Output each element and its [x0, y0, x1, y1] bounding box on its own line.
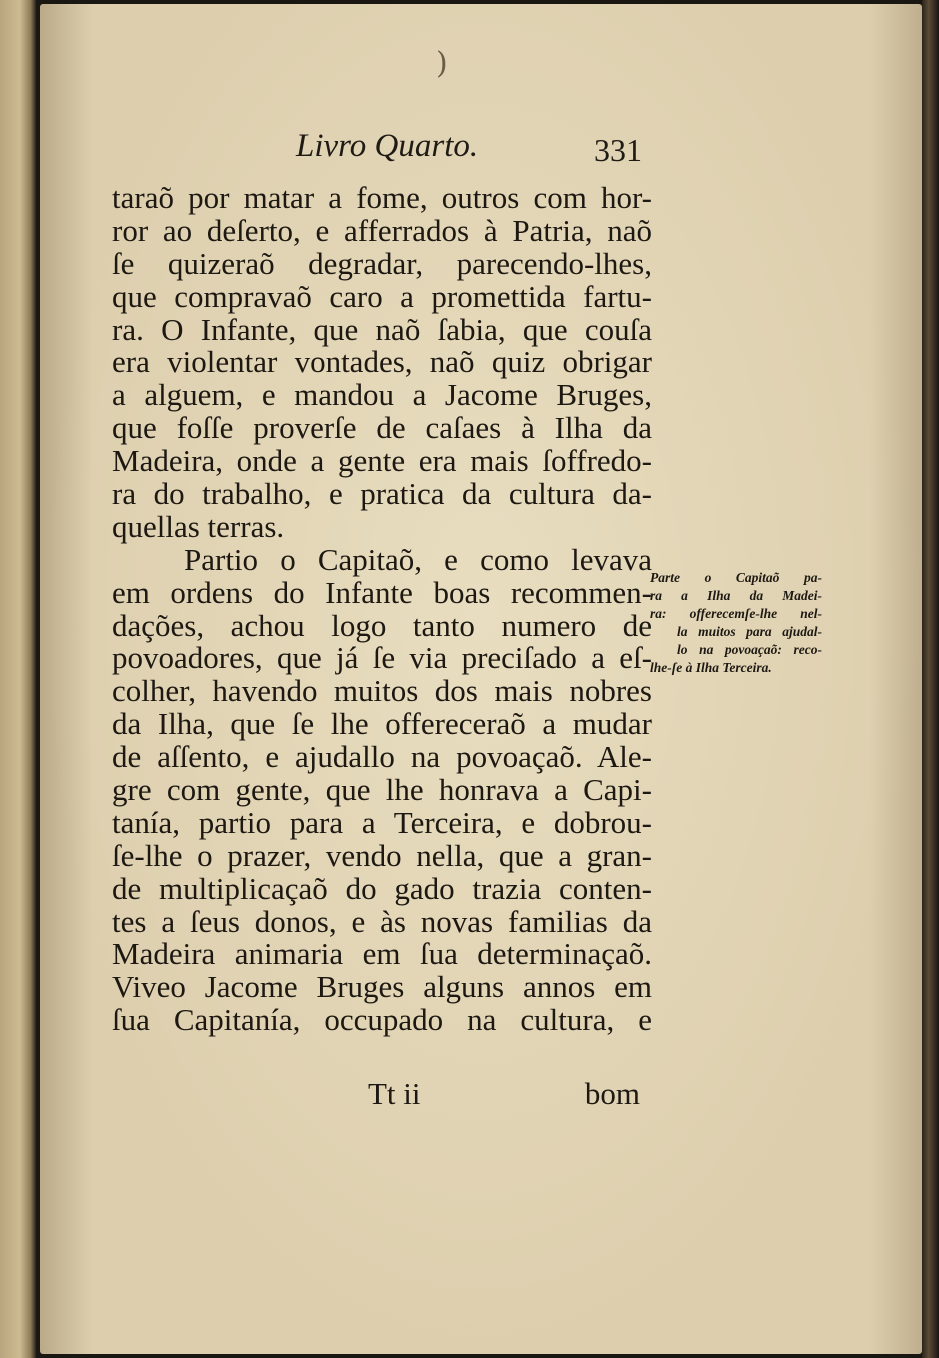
marginal-note-line: ra a Ilha da Madei-	[650, 588, 822, 603]
text-line: taraõ por matar a fome, outros com hor-	[112, 180, 652, 215]
text-line: ror ao deſerto, e afferrados à Patria, naõ	[112, 212, 652, 248]
marginal-note-line: lhe-ſe à Ilha Terceira.	[650, 660, 772, 675]
text-line: ſe quizeraõ degradar, parecendo-lhes,	[112, 245, 652, 281]
text-line: colher, havendo muitos dos mais nobres	[112, 673, 652, 709]
page-edge-shadow	[922, 0, 939, 1358]
signature-mark: Tt ii	[368, 1076, 421, 1111]
marginal-note-line: la muitos para ajudal-	[677, 624, 822, 639]
body-text	[112, 182, 652, 1037]
page-header	[0, 128, 939, 178]
page-footer	[112, 1076, 640, 1112]
paragraph-end-line: quellas terras.	[112, 508, 285, 544]
text-line: tes a ſeus donos, e às novas familias da	[112, 903, 652, 939]
text-line: de aſſento, e ajudallo na povoaçaõ. Ale-	[112, 739, 652, 775]
running-title: Livro Quarto.	[296, 128, 479, 164]
text-line: ra do trabalho, e pratica da cultura da-	[112, 476, 652, 512]
text-line: povoadores, que já ſe via preciſado a eſ-	[112, 640, 652, 676]
paragraph-start-line: Partio o Capitaõ, e como levava	[184, 541, 652, 577]
catchword: bom	[584, 1076, 640, 1111]
marginal-note	[650, 569, 822, 677]
text-line: de multiplicaçaõ do gado trazia conten-	[112, 870, 652, 906]
text-line: a alguem, e mandou a Jacome Bruges,	[112, 377, 652, 413]
text-line: ſe-lhe o prazer, vendo nella, que a gran-	[112, 837, 652, 873]
marginal-note-line: Parte o Capitaõ pa-	[650, 570, 822, 585]
text-line: em ordens do Infante boas recommen-	[112, 574, 652, 610]
text-line: gre com gente, que lhe honrava a Capi-	[112, 772, 652, 808]
facing-page-edge	[0, 0, 36, 1358]
text-line: era violentar vontades, naõ quiz obrigar	[112, 344, 652, 380]
text-line: ſua Capitanía, occupado na cultura, e	[112, 1002, 652, 1038]
text-line: Madeira animaria em ſua determinaçaõ.	[112, 936, 652, 972]
text-line: da Ilha, que ſe lhe offereceraõ a mudar	[112, 706, 652, 742]
text-line: tanía, partio para a Terceira, e dobrou-	[112, 804, 652, 840]
page-number: 331	[594, 132, 642, 168]
marginal-note-line: lo na povoaçaõ: reco-	[677, 642, 822, 657]
text-line: Viveo Jacome Bruges alguns annos em	[112, 969, 652, 1005]
text-line: Madeira, onde a gente era mais ſoffredo-	[112, 443, 652, 479]
text-line: dações, achou logo tanto numero de	[112, 607, 652, 643]
margin-mark: )	[436, 46, 448, 81]
text-line: que foſſe proverſe de caſaes à Ilha da	[112, 410, 652, 446]
text-line: ra. O Infante, que naõ ſabia, que couſa	[112, 311, 652, 347]
marginal-note-line: ra: offerecemſe-lhe nel-	[650, 606, 822, 621]
text-line: que compravaõ caro a promettida fartu-	[112, 278, 652, 314]
